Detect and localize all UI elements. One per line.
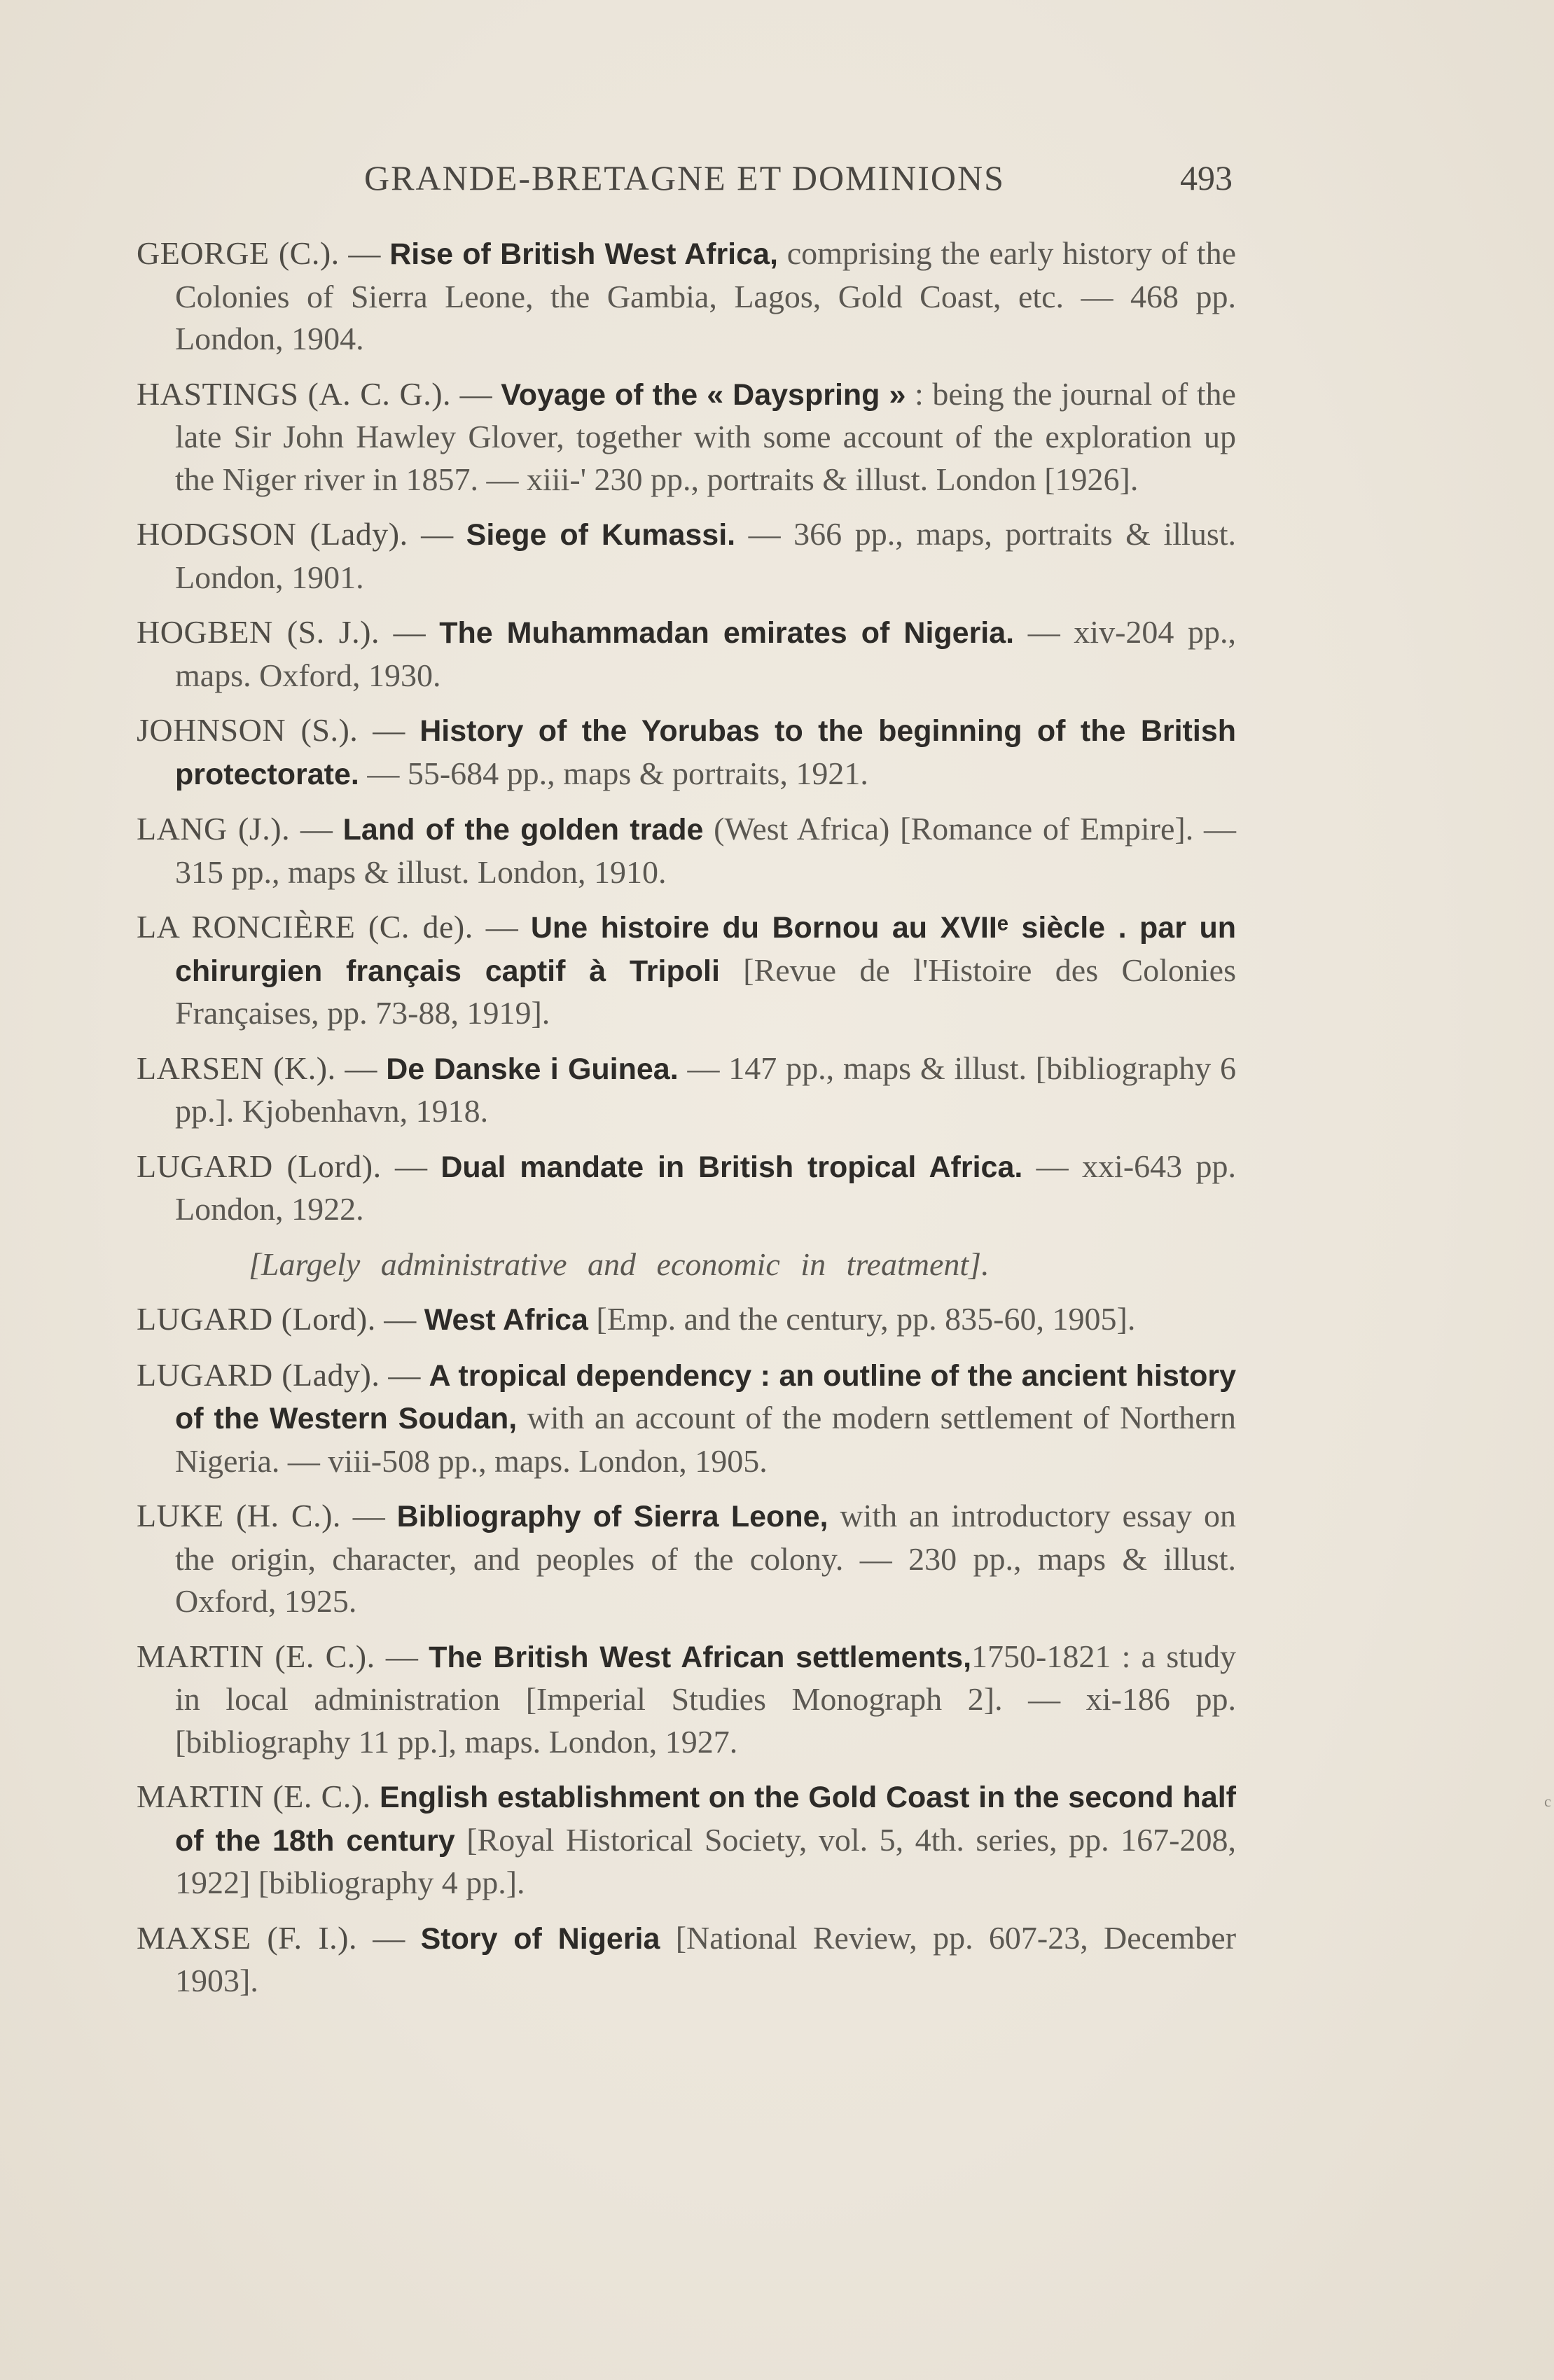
entry-title: De Danske i Guinea.: [386, 1052, 679, 1086]
entry-author: LA RONCIÈRE (C. de).: [137, 909, 473, 945]
entry-separator: —: [451, 375, 501, 412]
entry-author: MARTIN (E. C.).: [137, 1638, 375, 1674]
entry-author: MAXSE (F. I.).: [137, 1919, 357, 1956]
entry-details: (West Africa) [Romance of Empire]. — 315 pp., maps & illust. London, 1910.: [175, 811, 1237, 890]
bibliography-entry: [137, 611, 1236, 697]
entry-separator: —: [357, 1919, 421, 1956]
bibliography-entry: [137, 513, 1236, 599]
bibliography-entry: [137, 373, 1236, 501]
entry-author: LUGARD (Lady).: [137, 1356, 380, 1393]
entry-author: LUGARD (Lord).: [137, 1148, 382, 1184]
bibliography-entry: [137, 1636, 1236, 1764]
entry-title: Story of Nigeria: [420, 1921, 660, 1956]
entry-title: Siege of Kumassi.: [466, 518, 736, 552]
entry-details: comprising the early history of the Colonies of Sierra Leone, the Gambia, Lagos, Gold Coast, etc. — 468 pp. London, 1904.: [175, 235, 1236, 356]
entry-separator: —: [375, 1638, 429, 1674]
entry-separator: —: [381, 1148, 441, 1184]
entry-author: LUGARD (Lord).: [137, 1301, 376, 1337]
bibliography-list: [137, 232, 1236, 2015]
entry-details: with an introductory essay on the origin, character, and peoples of the colony. — 230 pp., maps & illust. Oxford, 1925.: [175, 1498, 1236, 1619]
entry-separator: —: [473, 909, 531, 945]
bibliography-entry: [137, 1917, 1236, 2003]
entry-separator: —: [335, 1050, 387, 1086]
entry-title: Land of the golden trade: [342, 813, 704, 847]
entry-author: HODGSON (Lady).: [137, 516, 408, 552]
entry-title: Voyage of the « Dayspring »: [501, 377, 906, 412]
bibliography-entry: [137, 1048, 1236, 1133]
entry-title: Bibliography of Sierra Leone,: [396, 1500, 828, 1533]
entry-separator: —: [340, 1498, 397, 1533]
bibliography-entry: [137, 709, 1236, 795]
entry-title: The Muhammadan emirates of Nigeria.: [439, 616, 1015, 650]
entry-separator: —: [358, 712, 420, 748]
bibliography-entry: [137, 906, 1236, 1035]
bibliography-entry: [137, 1776, 1236, 1905]
entry-author: LUKE (H. C.).: [137, 1498, 341, 1533]
entry-title: West Africa: [424, 1303, 588, 1337]
entry-author: HOGBEN (S. J.).: [137, 614, 380, 650]
bibliography-entry: [137, 232, 1236, 361]
entry-details: [Emp. and the century, pp. 835-60, 1905].: [588, 1301, 1136, 1337]
entry-details: with an account of the modern settlement of Northern Nigeria. — viii-508 pp., maps. London, 1905.: [175, 1400, 1237, 1479]
entry-title: The British West African settlements,: [429, 1640, 972, 1674]
entry-title: Dual mandate in British tropical Africa.: [440, 1150, 1023, 1184]
entry-separator: —: [339, 235, 390, 271]
entry-separator: —: [375, 1301, 424, 1337]
bibliography-entry: [137, 1495, 1236, 1623]
margin-mark: c: [1544, 1793, 1551, 1810]
running-title: GRANDE-BRETAGNE ET DOMINIONS: [364, 158, 1005, 197]
entry-title: Rise of British West Africa,: [389, 237, 778, 271]
entry-title: Une histoire du Bornou au XVIIᵉ siècle . par un chirurgien français captif à Tripoli: [175, 911, 1237, 988]
entry-title: English establishment on the Gold Coast in the second half of the 18th century: [175, 1781, 1237, 1858]
page-number: 493: [1180, 158, 1233, 197]
entry-author: MARTIN (E. C.).: [137, 1779, 371, 1814]
entry-separator: —: [290, 811, 343, 847]
entry-details: [National Review, pp. 607-23, December 1903].: [175, 1919, 1237, 1998]
entry-details: — xxi-643 pp. London, 1922.: [175, 1148, 1236, 1227]
entry-details: — 55-684 pp., maps & portraits, 1921.: [359, 755, 868, 791]
page-header: [137, 158, 1233, 207]
entry-separator: —: [380, 1356, 429, 1393]
entry-separator: [371, 1779, 380, 1814]
entry-separator: —: [408, 516, 466, 552]
bibliography-entry: [137, 1146, 1236, 1231]
bibliography-entry: [137, 1298, 1236, 1342]
entry-details: — 366 pp., maps, portraits & illust. London, 1901.: [175, 516, 1236, 595]
bibliography-entry: [137, 808, 1236, 893]
entry-details: — 147 pp., maps & illust. [bibliography 6 pp.]. Kjobenhavn, 1918.: [175, 1050, 1237, 1129]
entry-author: LANG (J.).: [137, 811, 291, 847]
entry-author: HASTINGS (A. C. G.).: [137, 375, 452, 412]
entry-details: [Royal Historical Society, vol. 5, 4th. series, pp. 167-208, 1922] [bibliography 4 pp.].: [175, 1821, 1236, 1900]
entry-details: 1750-1821 : a study in local administration [Imperial Studies Monograph 2]. — xi-186 pp. [bibliography 11 pp.], maps. London, 1927.: [175, 1638, 1237, 1760]
entry-details: [Revue de l'Histoire des Colonies Françaises, pp. 73-88, 1919].: [175, 952, 1237, 1031]
entry-separator: —: [379, 614, 440, 650]
entry-details: : being the journal of the late Sir John Hawley Glover, together with some account of the exploration up the Niger river in 1857. — xiii-' 230 pp., portraits & illust. London [1926].: [175, 375, 1236, 497]
entry-author: GEORGE (C.).: [137, 235, 340, 271]
entry-author: JOHNSON (S.).: [137, 712, 359, 748]
entry-author: LARSEN (K.).: [137, 1050, 336, 1086]
entry-title: History of the Yorubas to the beginning of the British protectorate.: [175, 714, 1236, 791]
entry-annotation: [Largely administrative and economic in treatment].: [249, 1246, 990, 1282]
entry-details: — xiv-204 pp., maps. Oxford, 1930.: [175, 614, 1237, 693]
entry-title: A tropical dependency : an outline of the ancient history of the Western Soudan,: [175, 1358, 1237, 1435]
bibliography-entry: [137, 1354, 1236, 1483]
